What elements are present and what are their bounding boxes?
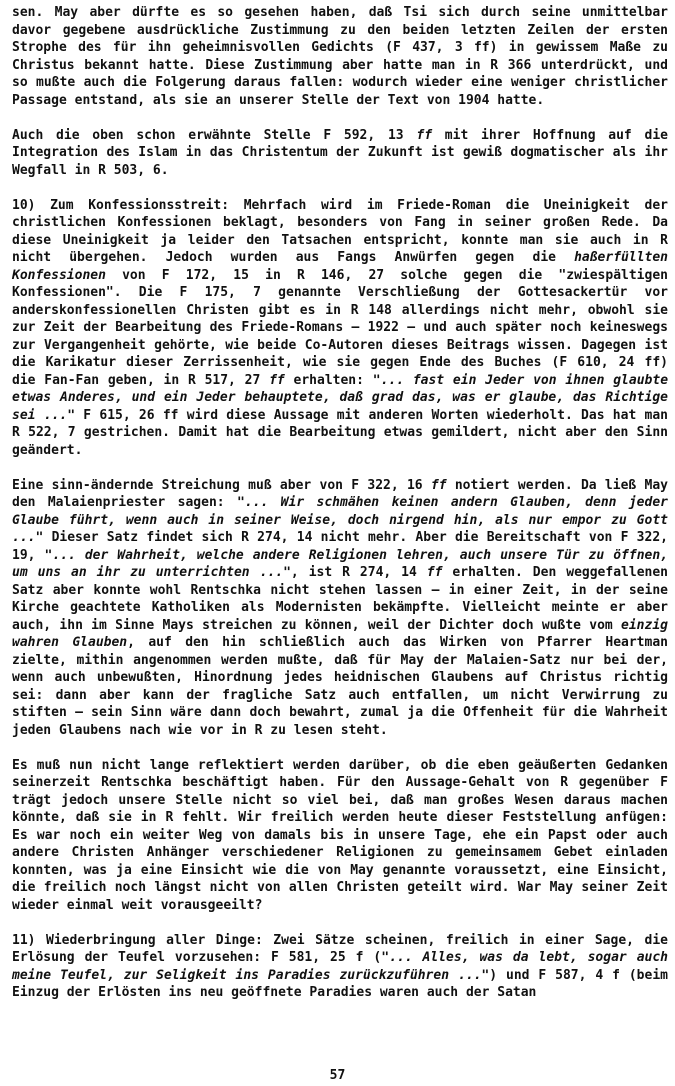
- text-run: sen. May aber dürfte es so gesehen haben, daß Tsi sich durch seine unmittelbar davor gegebene ausdrückliche Zustimmung zu den beiden letzten Zeilen der ersten Strophe des für ihn geheimnisvollen Gedichts (F 437, 3 ff) in gewissem Maße zu Christus bekannt hatte. Diese Zustimmung aber hatte man in R 366 unterdrückt, und so mußte auch die Folgerung daraus fallen: wodurch wieder eine weniger christlicher Passage entstand, als sie an unserer Stelle der Text von 1904 hatte.: [12, 5, 668, 108]
- text-run: Dieser Satz findet sich R 274, 14 nicht mehr. Aber die Bereitschaft von F 322, 19,: [12, 530, 668, 563]
- body-text: [12, 4, 668, 1019]
- text-run: notiert werden. Da ließ May den Malaienpriester sagen:: [12, 477, 668, 510]
- text-run: erhalten:: [284, 372, 373, 388]
- italic-quote: "... der Wahrheit, welche andere Religionen lehren, auch unsere Tür zu öffnen, um uns an ihr zu unterrichten ...": [12, 547, 668, 580]
- italic-quote: ff: [269, 372, 285, 388]
- paragraph: [12, 477, 668, 740]
- italic-quote: ff: [426, 565, 443, 580]
- italic-quote: ff: [430, 477, 447, 493]
- paragraph: [12, 127, 668, 180]
- text-run: F 615, 26 ff wird diese Aussage mit anderen Worten wiederholt. Das hat man R 522, 7 gestrichen. Damit hat die Bearbeitung etwas gemildert, nicht aber den Sinn geändert.: [12, 407, 668, 458]
- paragraph: [12, 757, 668, 915]
- text-run: , ist R 274, 14: [290, 565, 427, 580]
- text-run: ) und F 587, 4 f (beim Einzug der Erlösten ins neu geöffnete Paradies waren auch der Satan: [12, 967, 668, 1000]
- italic-quote: einzig wahren Glauben: [12, 617, 668, 650]
- text-run: mit ihrer Hoffnung auf die Integration des Islam in das Christentum der Zukunft ist gewiß dogmatischer als ihr Wegfall in R 503, 6.: [12, 127, 668, 178]
- text-run: erhalten. Den weggefallenen Satz aber konnte wohl Rentschka nicht stehen lassen – in einer Zeit, in der seine Kirche geachtete Katholiken als Modernisten bekämpfte. Vielleicht meinte er aber auch, ihn im Sinne Mays streichen zu können, weil der Dichter doch wußte vom: [12, 565, 668, 633]
- text-run: 10) Zum Konfessionsstreit: Mehrfach wird im Friede-Roman die Uneinigkeit der christlichen Konfessionen beklagt, besonders von Fang in seiner großen Rede. Da diese Uneinigkeit ja leider den Tatsachen entspricht, konnte man sie auch in R nicht übergehen. Jedoch wurden aus Fangs Anwürfen gegen die: [12, 197, 668, 265]
- text-run: , auf den hin schließlich auch das Wirken von Pfarrer Heartman zielte, mithin angenommen werden mußte, daß für May der Malaien-Satz nur bei der, wenn auch unbewußten, Hinordnung jedes heidnischen Glaubens auf Christus richtig sei: dann aber kann der fragliche Satz auch entfallen, um nicht Verwirrung zu stiften – sein Sinn wäre dann doch bewahrt, zumal ja die Offenheit für die Wahrheit jeden Glaubens nach wie vor in R zu lesen steht.: [12, 635, 668, 738]
- italic-quote: "... Wir schmähen keinen andern Glauben, denn jeder Glaube führt, wenn auch in seiner Weise, doch nirgend hin, als nur empor zu Gott ...": [12, 495, 668, 545]
- page-number: 57: [329, 1068, 346, 1083]
- paragraph: [12, 197, 668, 460]
- text-run: Auch die oben schon erwähnte Stelle F 592, 13: [12, 127, 417, 143]
- italic-quote: haßerfüllten Konfessionen: [12, 250, 668, 283]
- text-run: Eine sinn-ändernde Streichung muß aber von F 322, 16: [12, 477, 431, 493]
- paragraph: [12, 932, 668, 1002]
- italic-quote: ff: [416, 127, 433, 143]
- italic-quote: "... Alles, was da lebt, sogar auch meine Teufel, zur Seligkeit ins Paradies zurückzuführen ...": [12, 950, 668, 983]
- italic-quote: "... fast ein Jeder von ihnen glaubte etwas Anderes, und ein Jeder behauptete, daß grad das, was er glaube, das Richtige sei ...": [12, 372, 669, 423]
- text-run: Es muß nun nicht lange reflektiert werden darüber, ob die eben geäußerten Gedanken seinerzeit Rentschka beschäftigt haben. Für den Aussage-Gehalt von R gegenüber F trägt jedoch unsere Stelle nicht so viel bei, daß man großes Wesen daraus machen könnte, daß sie in R fehlt. Wir freilich werden heute dieser Feststellung anfügen: Es war noch ein weiter Weg von damals bis in unsere Tage, ehe ein Papst oder auch andere Christen Anhänger verschiedener Religionen zu gemeinsamem Gebet einladen konnten, was ja eine Einsicht wie die von May genannte voraussetzt, eine Einsicht, die freilich noch längst nicht von allen Christen geteilt wird. War May seiner Zeit wieder einmal weit vorausgeeilt?: [12, 757, 668, 913]
- text-run: 11) Wiederbringung aller Dinge: Zwei Sätze scheinen, freilich in einer Sage, die Erlösung der Teufel vorzusehen: F 581, 25 f (: [12, 932, 668, 965]
- text-run: von F 172, 15 in R 146, 27 solche gegen die "zwiespältigen Konfessionen". Die F 175, 7 genannte Verschließung der Gottesackertür vor anderskonfessionellen Christen gibt es in R 148 allerdings nicht mehr, obwohl sie zur Zeit der Bearbeitung des Friede-Romans – 1922 – und auch später noch keineswegs zur Vergangenheit gehörte, wie beide Co-Autoren dieses Beitrags wissen. Dagegen ist die Karikatur dieser Zerrissenheit, wie sie gegen Ende des Buches (F 610, 24 ff) die Fan-Fan geben, in R 517, 27: [12, 267, 668, 388]
- paragraph: [12, 4, 668, 109]
